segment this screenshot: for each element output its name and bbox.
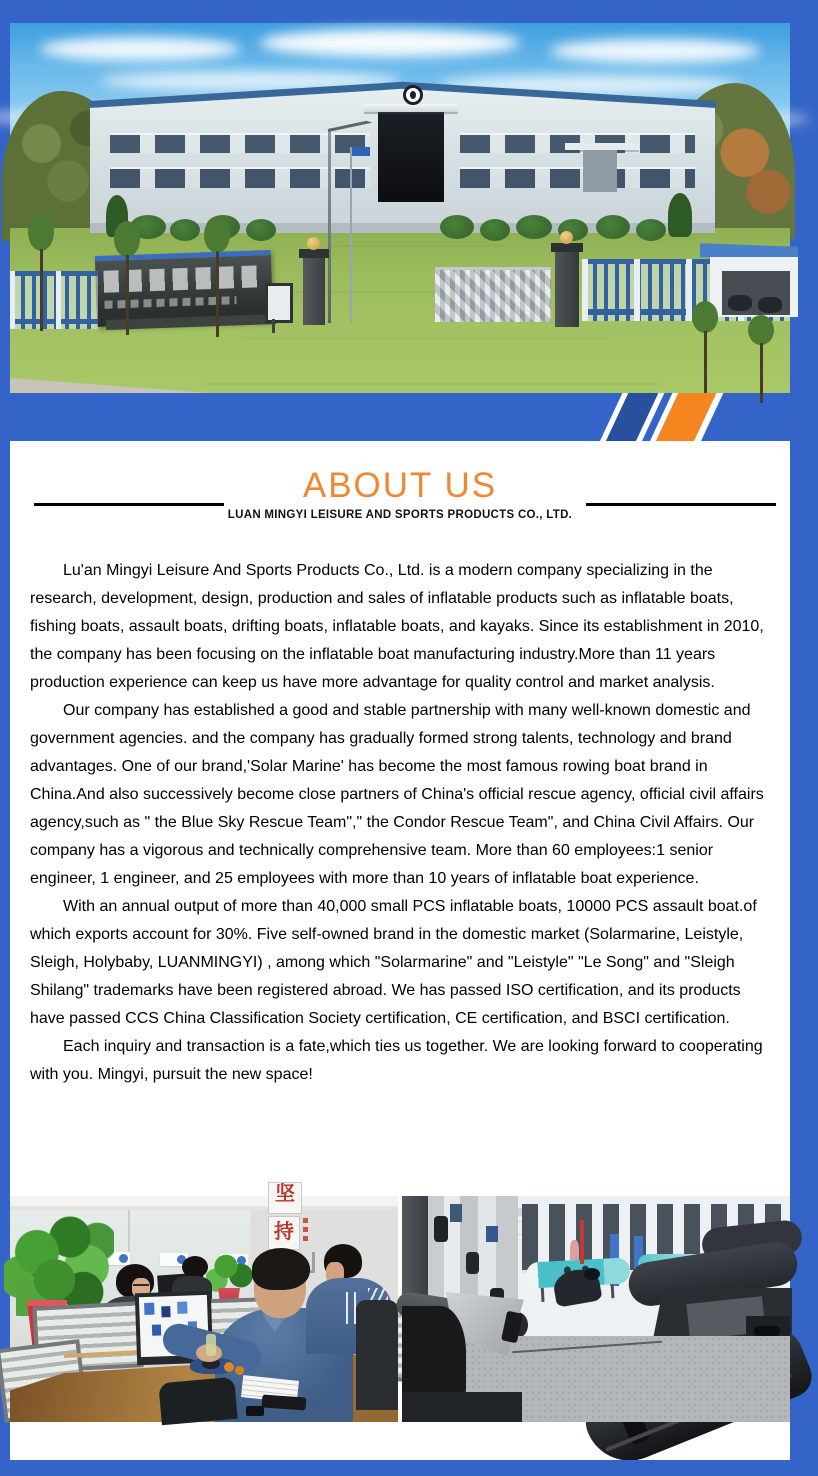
boat-patch (434, 1216, 448, 1242)
sapling (748, 315, 774, 403)
about-paragraph: Each inquiry and transaction is a fate,which ties us together. We are looking forward to cooperating with you. Mingyi, pursuit the new space! (30, 1038, 763, 1083)
hedge-bush (246, 219, 276, 241)
footer-band (0, 1460, 800, 1476)
about-card (10, 441, 790, 1460)
motorbike (728, 295, 752, 311)
factory-exterior-photo (10, 23, 790, 393)
window-row (110, 167, 370, 188)
motorbike (758, 297, 782, 313)
sapling-trunk (704, 331, 707, 397)
entrance-awning (364, 104, 458, 112)
about-paragraph: With an annual output of more than 40,000 small PCS inflatable boats, 10000 PCS assault boat.of which exports account for 30%. Five self-owned brand in the domestic market (Solarmarine, Leistyle, Sleigh, Holybaby, LUANMINGYI) , among which "Solarmarine" and "Leistyle" "Le Song" and "Sleigh Shilang" trademarks have been registered abroad. We has passed ISO certification, and its products have passed CCS China Classification Society certification, CE certification, and BSCI certification. (30, 898, 757, 1027)
pillar-lamp-ball (307, 237, 320, 250)
red-pole (580, 1220, 584, 1264)
sapling-foliage (692, 301, 718, 333)
about-paragraph: Our company has established a good and stable partnership with many well-known domestic and government agencies. and the company has gradually formed strong talents, technology and brand advantages. One of our brand,'Solar Marine' has become the most famous rowing boat brand in China.And also successively become close partners of China's official rescue agency, official civil affairs agency,such as " the Blue Sky Rescue Team"," the Condor Rescue Team", and China Civil Affairs. Our company has a vigorous and technically comprehensive team. More than 60 employees:1 senior engineer, 1 engineer, and 25 employees with more than 10 years of inflatable boat experience. (30, 702, 764, 887)
about-text (10, 557, 790, 1207)
screen-thumbnail (152, 1324, 161, 1335)
calligraphy-character: 坚 (275, 1181, 295, 1205)
hedge-bush (596, 215, 630, 239)
cloud (260, 29, 520, 57)
gate-lattice (435, 270, 551, 322)
company-logo-roundel (403, 85, 423, 105)
office-team-photo (10, 1181, 398, 1422)
transom-handle (754, 1326, 780, 1336)
cloud (550, 39, 760, 63)
ceiling-strip (10, 1196, 398, 1206)
hedge-bush (170, 219, 200, 241)
window-row (460, 167, 695, 188)
person-foreground-hair (252, 1248, 310, 1290)
logo-mark (410, 91, 416, 99)
screen-thumbnail (161, 1306, 170, 1317)
sapling-trunk (216, 251, 219, 337)
page-subtitle: LUAN MINGYI LEISURE AND SPORTS PRODUCTS CO., LTD. (227, 509, 573, 521)
window-row (110, 133, 370, 153)
glasses-icon (133, 1284, 149, 1286)
office-chair (158, 1377, 237, 1425)
sapling (114, 221, 140, 337)
sapling-foliage (748, 315, 774, 345)
stripe-divider-band (0, 393, 800, 441)
side-door (583, 150, 617, 192)
pillar-lamp-ball (560, 231, 573, 244)
phone (246, 1406, 264, 1416)
boat-patch (466, 1252, 479, 1274)
about-paragraph: Lu'an Mingyi Leisure And Sports Products Co., Ltd. is a modern company specializing in the research, development, design, production and sales of inflatable products such as inflatable boats, fishing boats, assault boats, drifting boats, inflatable boats, and kayaks. Since its establishment in 2010, the company has been focusing on the inflatable boat manufacturing industry.More than 11 years production experience can keep us have more advantage for quality control and market analysis. (30, 562, 764, 691)
black-boat-left-bottom (402, 1392, 522, 1422)
sapling-foliage (204, 217, 230, 253)
screen-thumbnail (144, 1303, 154, 1315)
calligraphy-frame (268, 1182, 302, 1214)
seal-marks (303, 1218, 308, 1244)
calligraphy-character: 持 (274, 1219, 294, 1243)
orange-fruit (224, 1362, 234, 1372)
notice-lightbox (265, 283, 293, 323)
conifer (668, 193, 692, 237)
boat-label (450, 1204, 462, 1222)
page-title: ABOUT US (302, 466, 498, 505)
gate-pillar-right (555, 249, 579, 327)
water-bottle (206, 1334, 216, 1356)
pillar-cap (551, 243, 583, 252)
sapling-foliage (114, 221, 140, 257)
sapling (28, 213, 54, 331)
hedge-bush (636, 219, 666, 241)
boat-workshop-photo (402, 1196, 790, 1422)
screen-thumbnail (177, 1302, 187, 1314)
about-header (10, 441, 790, 539)
calligraphy-frame (268, 1216, 300, 1250)
worker-cap (584, 1268, 600, 1280)
accordion-gate (435, 267, 551, 322)
flag (352, 147, 370, 156)
orange-fruit (235, 1366, 244, 1375)
sapling-trunk (40, 249, 43, 331)
entrance-door (378, 112, 444, 202)
pontoon-stand (611, 1284, 615, 1298)
sapling (692, 301, 718, 397)
photo-gallery (10, 1181, 790, 1422)
sapling-foliage (28, 213, 54, 251)
person-back-hair (182, 1256, 208, 1278)
left-fence (10, 271, 98, 329)
lamp-head (366, 117, 378, 122)
cloud (40, 37, 240, 61)
boat-label (486, 1226, 498, 1242)
drawstring (346, 1292, 348, 1324)
pontoon-stand (541, 1288, 545, 1302)
logo-dot-icon (119, 1254, 128, 1263)
pillar-cap (299, 249, 329, 258)
sapling-trunk (126, 255, 129, 335)
office-chair (356, 1300, 398, 1410)
title-rule-right (586, 503, 776, 506)
sapling (204, 217, 230, 337)
side-awning (565, 143, 639, 150)
plant-leaves (206, 1248, 256, 1294)
lightbox-leg (272, 319, 275, 333)
gate-pillar-left (303, 255, 325, 325)
title-rule-left (34, 503, 224, 506)
diagonal-stripes (600, 393, 723, 441)
hedge-bush (516, 215, 552, 239)
